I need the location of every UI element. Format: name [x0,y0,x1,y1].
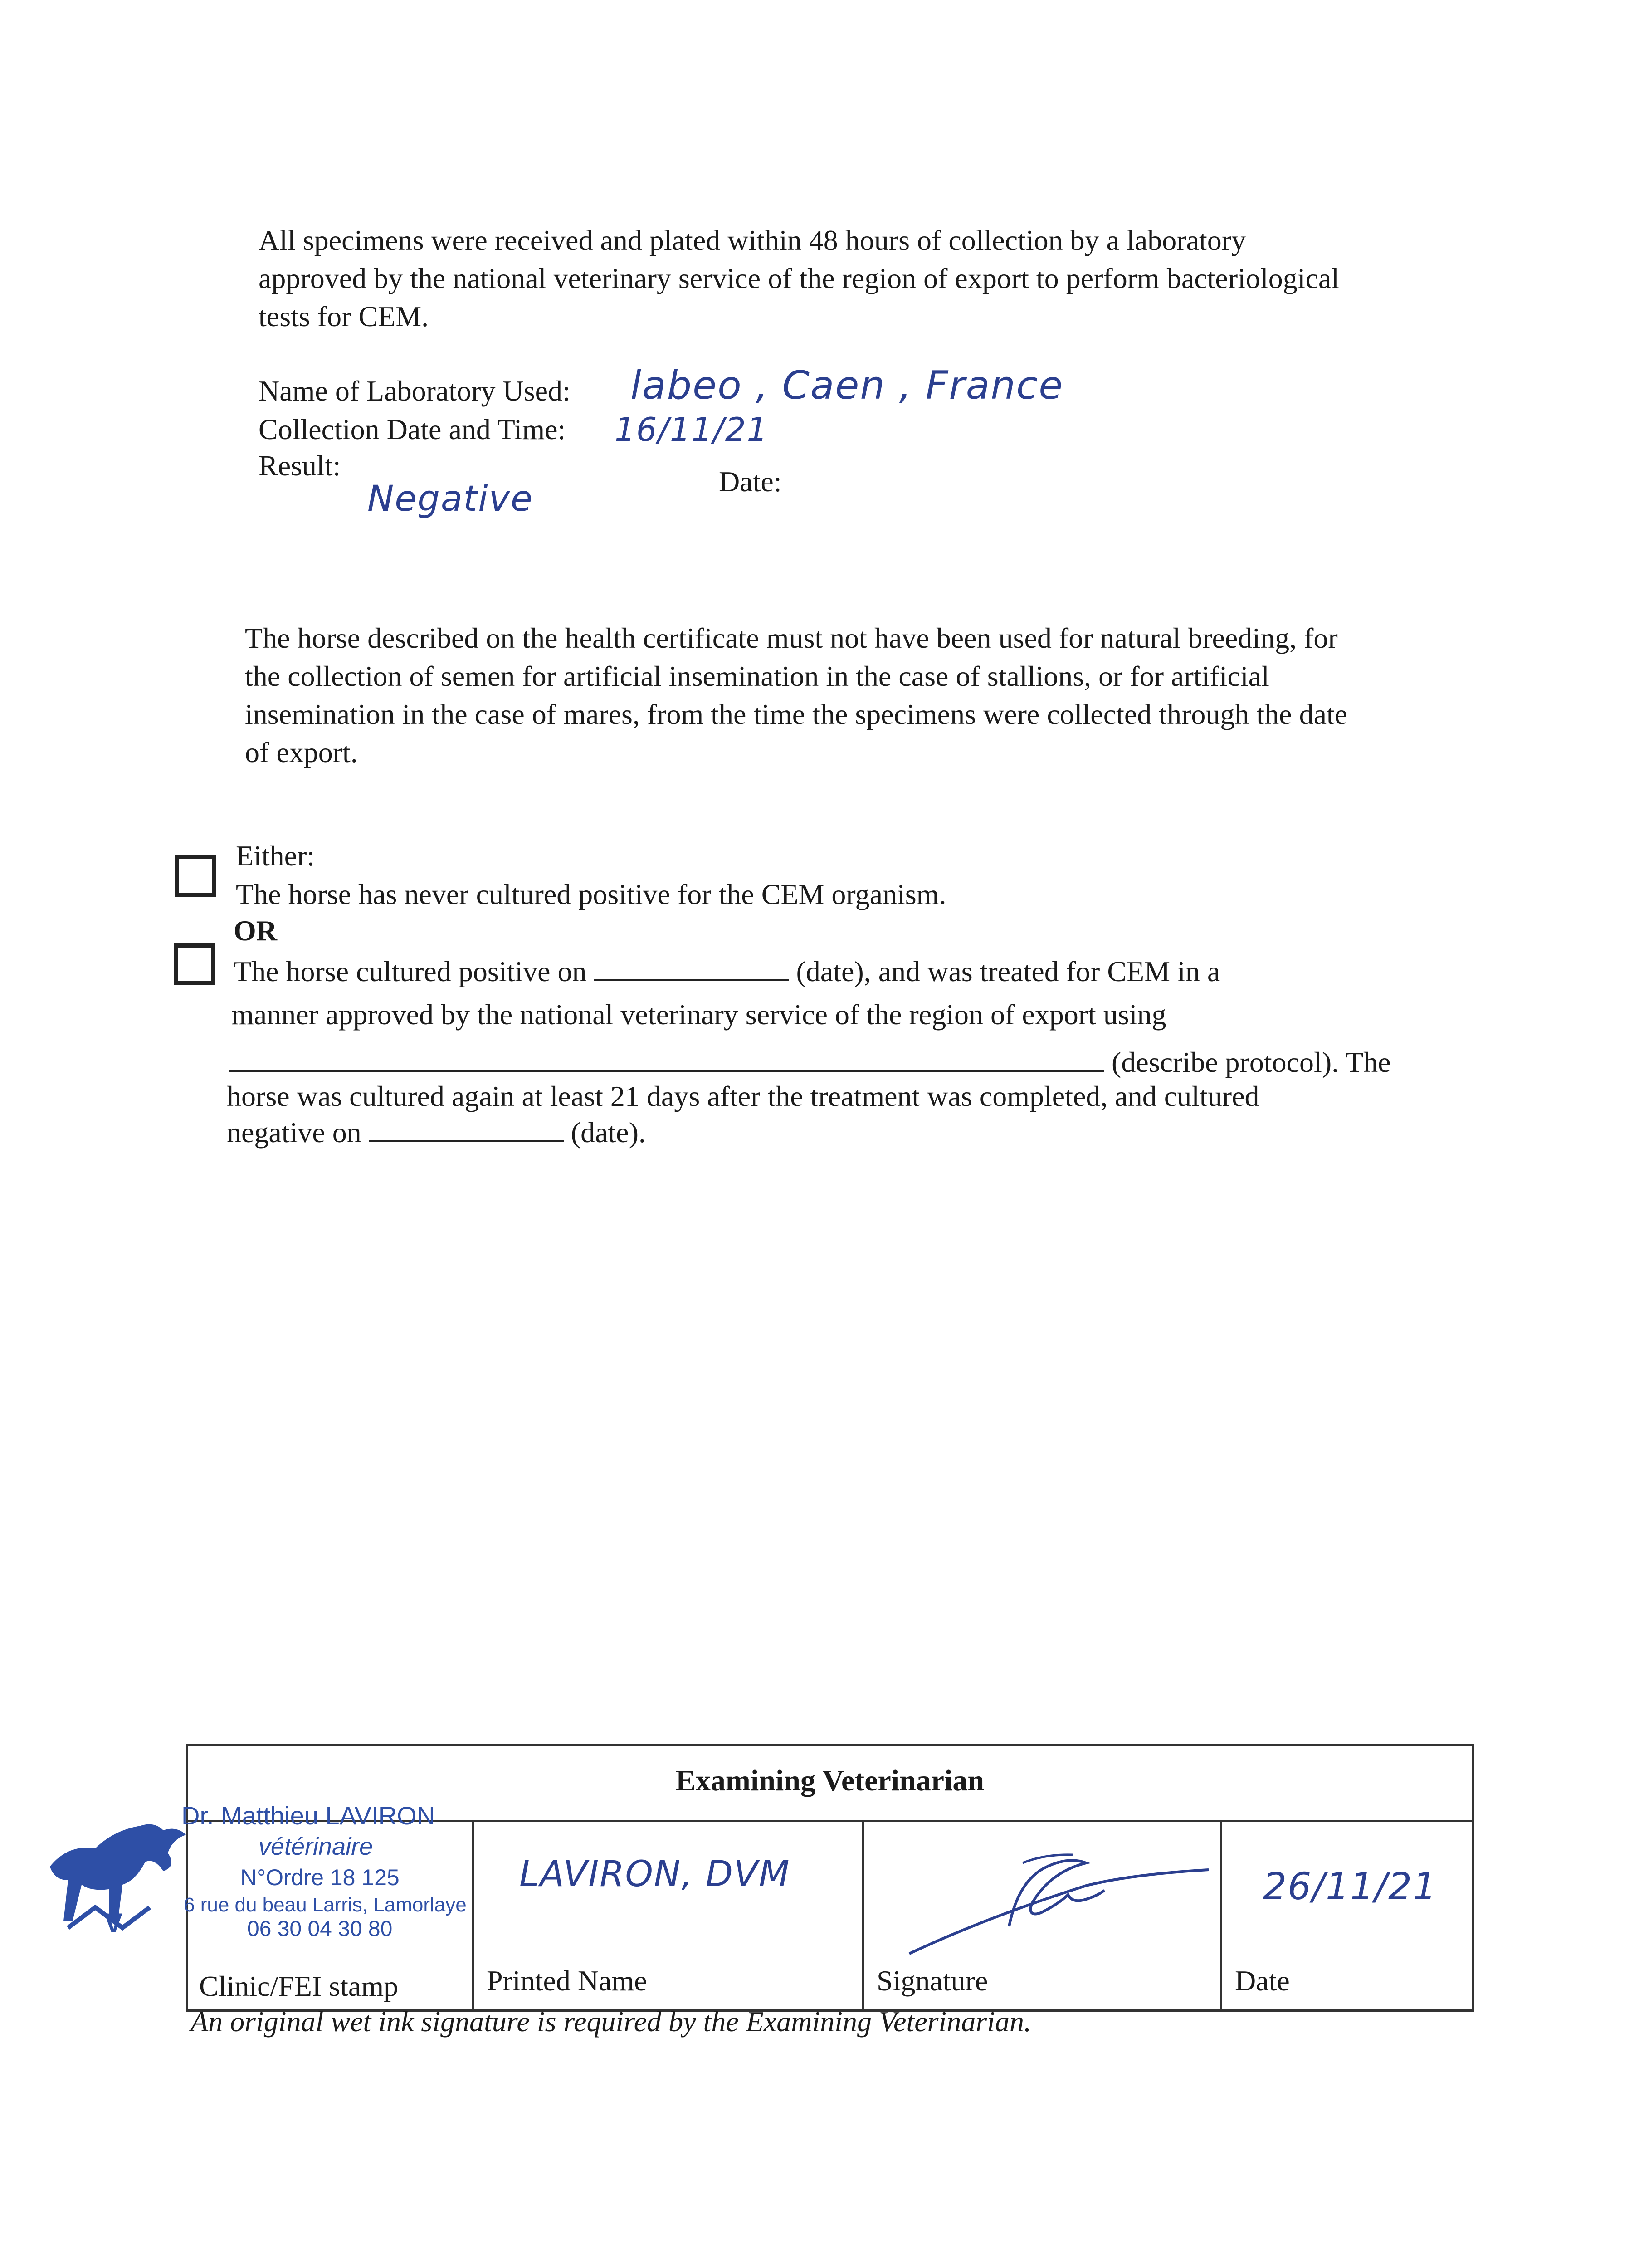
stamp-address: 6 rue du beau Larris, Lamorlaye [184,1894,467,1916]
paragraph-line: of export. [245,736,358,768]
option2-text-b: (date), and was treated for CEM in a [796,955,1220,987]
signature-cell[interactable] [864,1822,1222,2009]
option2-line1 [234,953,1220,991]
either-label: Either: [236,840,315,872]
stamp-cell-label: Clinic/FEI stamp [199,1970,399,2002]
protocol-blank[interactable] [229,1044,1104,1072]
stamp-phone: 06 30 04 30 80 [247,1917,393,1941]
footnote: An original wet ink signature is required by the Examining Veterinarian. [190,2005,1031,2038]
collection-label: Collection Date and Time: [259,413,566,445]
result-value: Negative [367,479,534,519]
paragraph-line: the collection of semen for artificial insemination in the case of stallions, or for artificial [245,660,1269,692]
stamp-order: N°Ordre 18 125 [240,1865,400,1890]
negative-date-blank[interactable] [369,1114,564,1142]
printed-name-cell[interactable] [474,1822,864,2009]
breeding-paragraph [245,619,1469,772]
paragraph-line: All specimens were received and plated within 48 hours of collection by a laboratory [259,224,1246,256]
option2-text-c: (describe protocol). The [1112,1046,1391,1078]
option2-line4: horse was cultured again at least 21 days after the treatment was completed, and cultured [227,1080,1259,1112]
lab-label: Name of Laboratory Used: [259,375,571,407]
lab-value: labeo , Caen , France [630,363,1064,408]
date-cell[interactable] [1222,1822,1476,2009]
date-value: 26/11/21 [1263,1865,1438,1908]
option2-line5 [227,1114,646,1152]
option2-line2: manner approved by the national veterinary service of the region of export using [231,998,1166,1031]
stamp-name: Dr. Matthieu LAVIRON [181,1801,435,1830]
paragraph-line: The horse described on the health certificate must not have been used for natural breeding, for [245,622,1338,654]
option2-line3 [229,1043,1390,1081]
positive-date-blank[interactable] [594,953,789,981]
result-label: Result: [259,450,341,482]
signature-mark [896,1849,1213,1963]
horse-logo-icon [41,1817,190,1935]
option1-checkbox[interactable] [175,855,216,897]
option2-checkbox[interactable] [174,943,215,985]
option2-text-a: The horse cultured positive on [234,955,587,987]
option1-text: The horse has never cultured positive for the CEM organism. [236,878,946,910]
signature-label: Signature [877,1965,988,1997]
or-label: OR [234,914,277,947]
table-header-title: Examining Veterinarian [675,1764,985,1797]
date-cell-label: Date [1235,1965,1290,1997]
date-label: Date: [719,465,782,498]
paragraph-line: insemination in the case of mares, from the time the specimens were collected through the date [245,698,1348,730]
option2-text-e: (date). [571,1116,646,1149]
collection-value: 16/11/21 [615,411,769,449]
paragraph-line: tests for CEM. [259,300,429,332]
stamp-title: vétérinaire [259,1833,373,1860]
svg-text:V: V [104,1908,123,1935]
lab-paragraph [259,221,1460,336]
printed-name-label: Printed Name [487,1965,647,1997]
option2-text-d: negative on [227,1116,361,1149]
printed-name-value: LAVIRON, DVM [519,1854,790,1895]
paragraph-line: approved by the national veterinary service of the region of export to perform bacteriological [259,262,1340,294]
